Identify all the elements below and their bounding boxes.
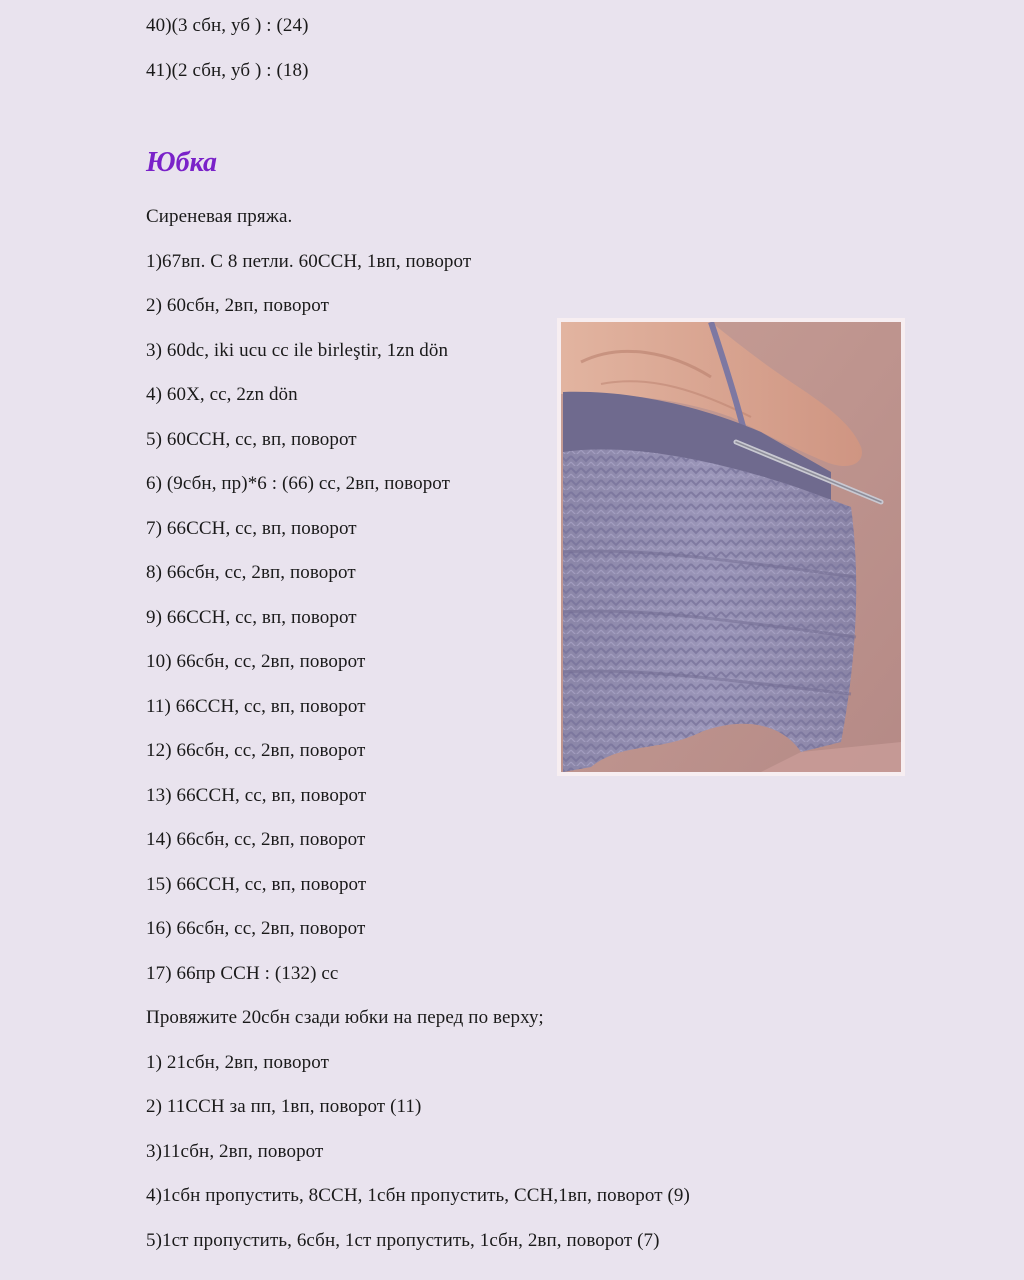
instruction-line: 3) 60dc, iki ucu cc ile birleştir, 1zn dön — [146, 340, 449, 361]
instruction-line: 7) 66ССН, сс, вп, поворот — [146, 518, 357, 539]
instruction-line: 16) 66сбн, сс, 2вп, поворот — [146, 918, 366, 939]
instruction-line: 8) 66сбн, сс, 2вп, поворот — [146, 562, 356, 583]
instruction-line: 1)67вп. С 8 петли. 60ССН, 1вп, поворот — [146, 251, 472, 272]
instruction-line: 3)11сбн, 2вп, поворот — [146, 1141, 324, 1162]
instruction-line: 41)(2 сбн, уб ) : (18) — [146, 60, 309, 81]
instruction-line: 15) 66ССН, сс, вп, поворот — [146, 874, 367, 895]
instruction-line: 11) 66ССН, сс, вп, поворот — [146, 696, 366, 717]
section-heading: Юбка — [146, 147, 218, 178]
instruction-line: 1) 21сбн, 2вп, поворот — [146, 1052, 329, 1073]
instruction-line: Сиреневая пряжа. — [146, 206, 293, 227]
instruction-line: 17) 66пр ССН : (132) сс — [146, 963, 339, 984]
crochet-photo-illustration — [561, 322, 901, 772]
instruction-line: Провяжите 20сбн сзади юбки на перед по верху; — [146, 1007, 544, 1028]
instruction-line: 4) 60X, cc, 2zn dön — [146, 384, 298, 405]
instruction-line: 2) 11ССН за пп, 1вп, поворот (11) — [146, 1096, 422, 1117]
instruction-line: 6) (9сбн, пр)*6 : (66) сс, 2вп, поворот — [146, 473, 451, 494]
instruction-line: 4)1сбн пропустить, 8ССН, 1сбн пропустить, ССН,1вп, поворот (9) — [146, 1185, 690, 1206]
instruction-line: 5)1ст пропустить, 6сбн, 1ст пропустить, 1сбн, 2вп, поворот (7) — [146, 1230, 660, 1251]
instruction-line: 12) 66сбн, сс, 2вп, поворот — [146, 740, 366, 761]
instruction-line: 2) 60сбн, 2вп, поворот — [146, 295, 329, 316]
instruction-line: 14) 66сбн, сс, 2вп, поворот — [146, 829, 366, 850]
instruction-line: 5) 60ССН, сс, вп, поворот — [146, 429, 357, 450]
instruction-line: 9) 66ССН, сс, вп, поворот — [146, 607, 357, 628]
instruction-line: 40)(3 сбн, уб ) : (24) — [146, 15, 309, 36]
instruction-line: 10) 66сбн, сс, 2вп, поворот — [146, 651, 366, 672]
crochet-skirt-photo — [557, 318, 905, 776]
instruction-line: 13) 66ССН, сс, вп, поворот — [146, 785, 367, 806]
